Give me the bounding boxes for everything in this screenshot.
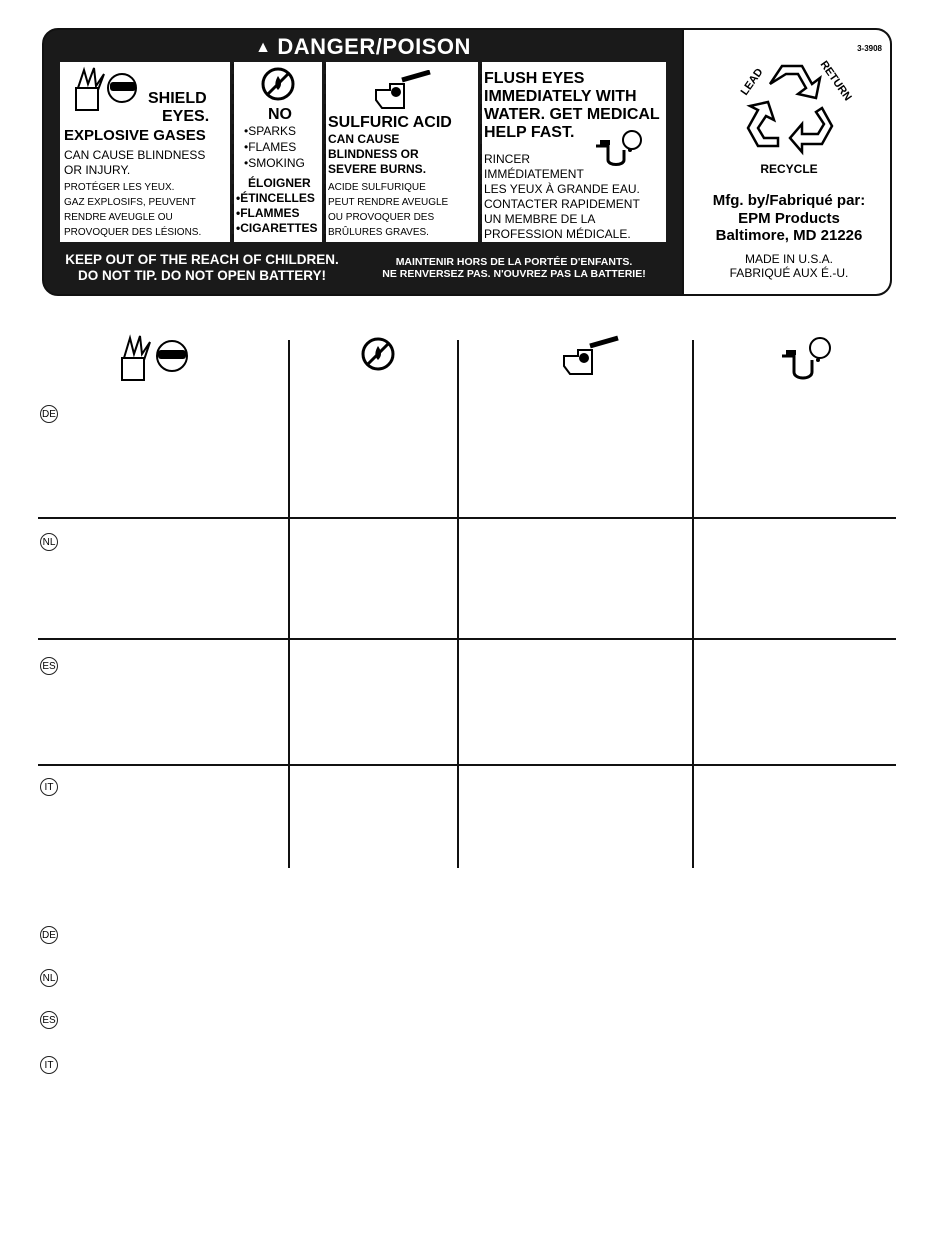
row-code-de: DE	[40, 405, 58, 423]
bottom-en-line2: DO NOT TIP. DO NOT OPEN BATTERY!	[77, 267, 326, 283]
no-item-flames: •FLAMES	[244, 140, 297, 154]
grid-no-flame-icon	[360, 336, 396, 372]
panel3-en-line3: SEVERE BURNS.	[328, 162, 427, 176]
explosion-goggles-icon	[70, 66, 142, 114]
footer-code-es: ES	[40, 1011, 58, 1029]
bottom-fr-line1: MAINTENIR HORS DE LA PORTÉE D'ENFANTS.	[395, 256, 633, 268]
footer-code-de: DE	[40, 926, 58, 944]
label-title: ▲ DANGER/POISON	[255, 34, 471, 59]
sulfuric-acid-panel	[326, 62, 478, 242]
row-code-it: IT	[40, 778, 58, 796]
grid-row-divider	[38, 764, 896, 766]
panel1-fr-line1: PROTÉGER LES YEUX.	[64, 182, 175, 193]
eyewash-faucet-icon	[594, 126, 644, 170]
panel1-en-line1: CAN CAUSE BLINDNESS	[64, 148, 206, 162]
fr-item-flammes: •FLAMMES	[236, 206, 300, 220]
grid-eyewash-faucet-icon	[780, 332, 836, 384]
shield-heading-2: EYES.	[162, 108, 210, 125]
panel1-fr-line4: PROVOQUER DES LÉSIONS.	[64, 227, 202, 238]
flush-line1: FLUSH EYES	[484, 70, 585, 87]
grid-row-divider	[38, 638, 896, 640]
bottom-warning-fr	[364, 256, 664, 280]
grid-column-divider	[457, 340, 459, 868]
no-item-sparks: •SPARKS	[244, 124, 296, 138]
flush-line4: HELP FAST.	[484, 124, 575, 141]
grid-column-divider	[692, 340, 694, 868]
shield-heading-1: SHIELD	[148, 90, 207, 107]
no-flames-panel	[234, 62, 322, 242]
footer-code-it: IT	[40, 1056, 58, 1074]
panel4-fr-line1: RINCER	[484, 152, 531, 166]
bottom-fr-line2: NE RENVERSEZ PAS. N'OUVREZ PAS LA BATTERIE!	[382, 268, 646, 281]
grid-explosion-goggles-icon	[118, 332, 194, 384]
panel1-fr-line2: GAZ EXPLOSIFS, PEUVENT	[64, 197, 196, 208]
panel4-fr-line4: CONTACTER RAPIDEMENT	[484, 197, 640, 211]
eloigner-heading: ÉLOIGNER	[248, 176, 311, 190]
fr-item-cigarettes: •CIGARETTES	[236, 221, 318, 235]
shield-eyes-panel	[60, 62, 230, 242]
recycle-symbol-icon	[720, 54, 860, 164]
arc-lead-text: LEAD	[738, 66, 766, 98]
panel4-fr-line6: PROFESSION MÉDICALE.	[484, 227, 631, 241]
mfg-line3: Baltimore, MD 21226	[715, 227, 863, 245]
acid-hand-icon	[372, 70, 436, 110]
warning-triangle-icon: ▲	[255, 39, 272, 56]
bottom-warning-en	[62, 252, 342, 283]
grid-row-divider	[38, 517, 896, 519]
no-item-smoking: •SMOKING	[244, 156, 305, 170]
panel3-en-line1: CAN CAUSE	[328, 132, 400, 146]
flush-line2: IMMEDIATELY WITH	[484, 88, 637, 105]
footer-code-nl: NL	[40, 969, 58, 987]
arc-return-text: RETURN	[817, 58, 854, 104]
sulfuric-acid-heading: SULFURIC ACID	[328, 114, 452, 131]
panel3-fr-line3: OU PROVOQUER DES	[328, 212, 435, 223]
grid-acid-hand-icon	[560, 334, 624, 376]
panel4-fr-line2: IMMÉDIATEMENT	[484, 167, 584, 181]
panel4-fr-line5: UN MEMBRE DE LA	[484, 212, 596, 226]
grid-column-divider	[288, 340, 290, 868]
panel1-en-line2: OR INJURY.	[64, 163, 131, 177]
explosive-gases-heading: EXPLOSIVE GASES	[64, 127, 206, 144]
flush-eyes-panel	[482, 62, 666, 242]
fr-item-etincelles: •ÉTINCELLES	[236, 191, 315, 205]
part-number: 3-3908	[857, 44, 882, 53]
panel4-fr-line3: LES YEUX À GRANDE EAU.	[484, 182, 640, 196]
no-heading: NO	[268, 106, 292, 123]
panel3-fr-line4: BRÛLURES GRAVES.	[328, 227, 429, 238]
made-in-block	[684, 252, 892, 281]
row-code-es: ES	[40, 657, 58, 675]
battery-warning-label	[42, 28, 892, 296]
made-line2: FABRIQUÉ AUX É.-U.	[729, 266, 849, 281]
panel3-en-line2: BLINDNESS OR	[328, 147, 419, 161]
made-line1: MADE IN U.S.A.	[744, 252, 833, 266]
panel1-fr-line3: RENDRE AVEUGLE OU	[64, 212, 173, 223]
manufacturer-block	[684, 192, 892, 245]
panel3-fr-line2: PEUT RENDRE AVEUGLE	[328, 197, 449, 208]
bottom-en-line1: KEEP OUT OF THE REACH OF CHILDREN.	[65, 252, 339, 267]
mfg-line2: EPM Products	[738, 209, 840, 227]
recycle-area	[682, 30, 892, 294]
flush-line3: WATER. GET MEDICAL	[484, 106, 660, 123]
row-code-nl: NL	[40, 533, 58, 551]
no-flame-icon	[260, 66, 296, 102]
panel3-fr-line1: ACIDE SULFURIQUE	[328, 182, 426, 193]
mfg-line1: Mfg. by/Fabriqué par:	[712, 192, 866, 209]
recycle-word: RECYCLE	[760, 162, 818, 176]
